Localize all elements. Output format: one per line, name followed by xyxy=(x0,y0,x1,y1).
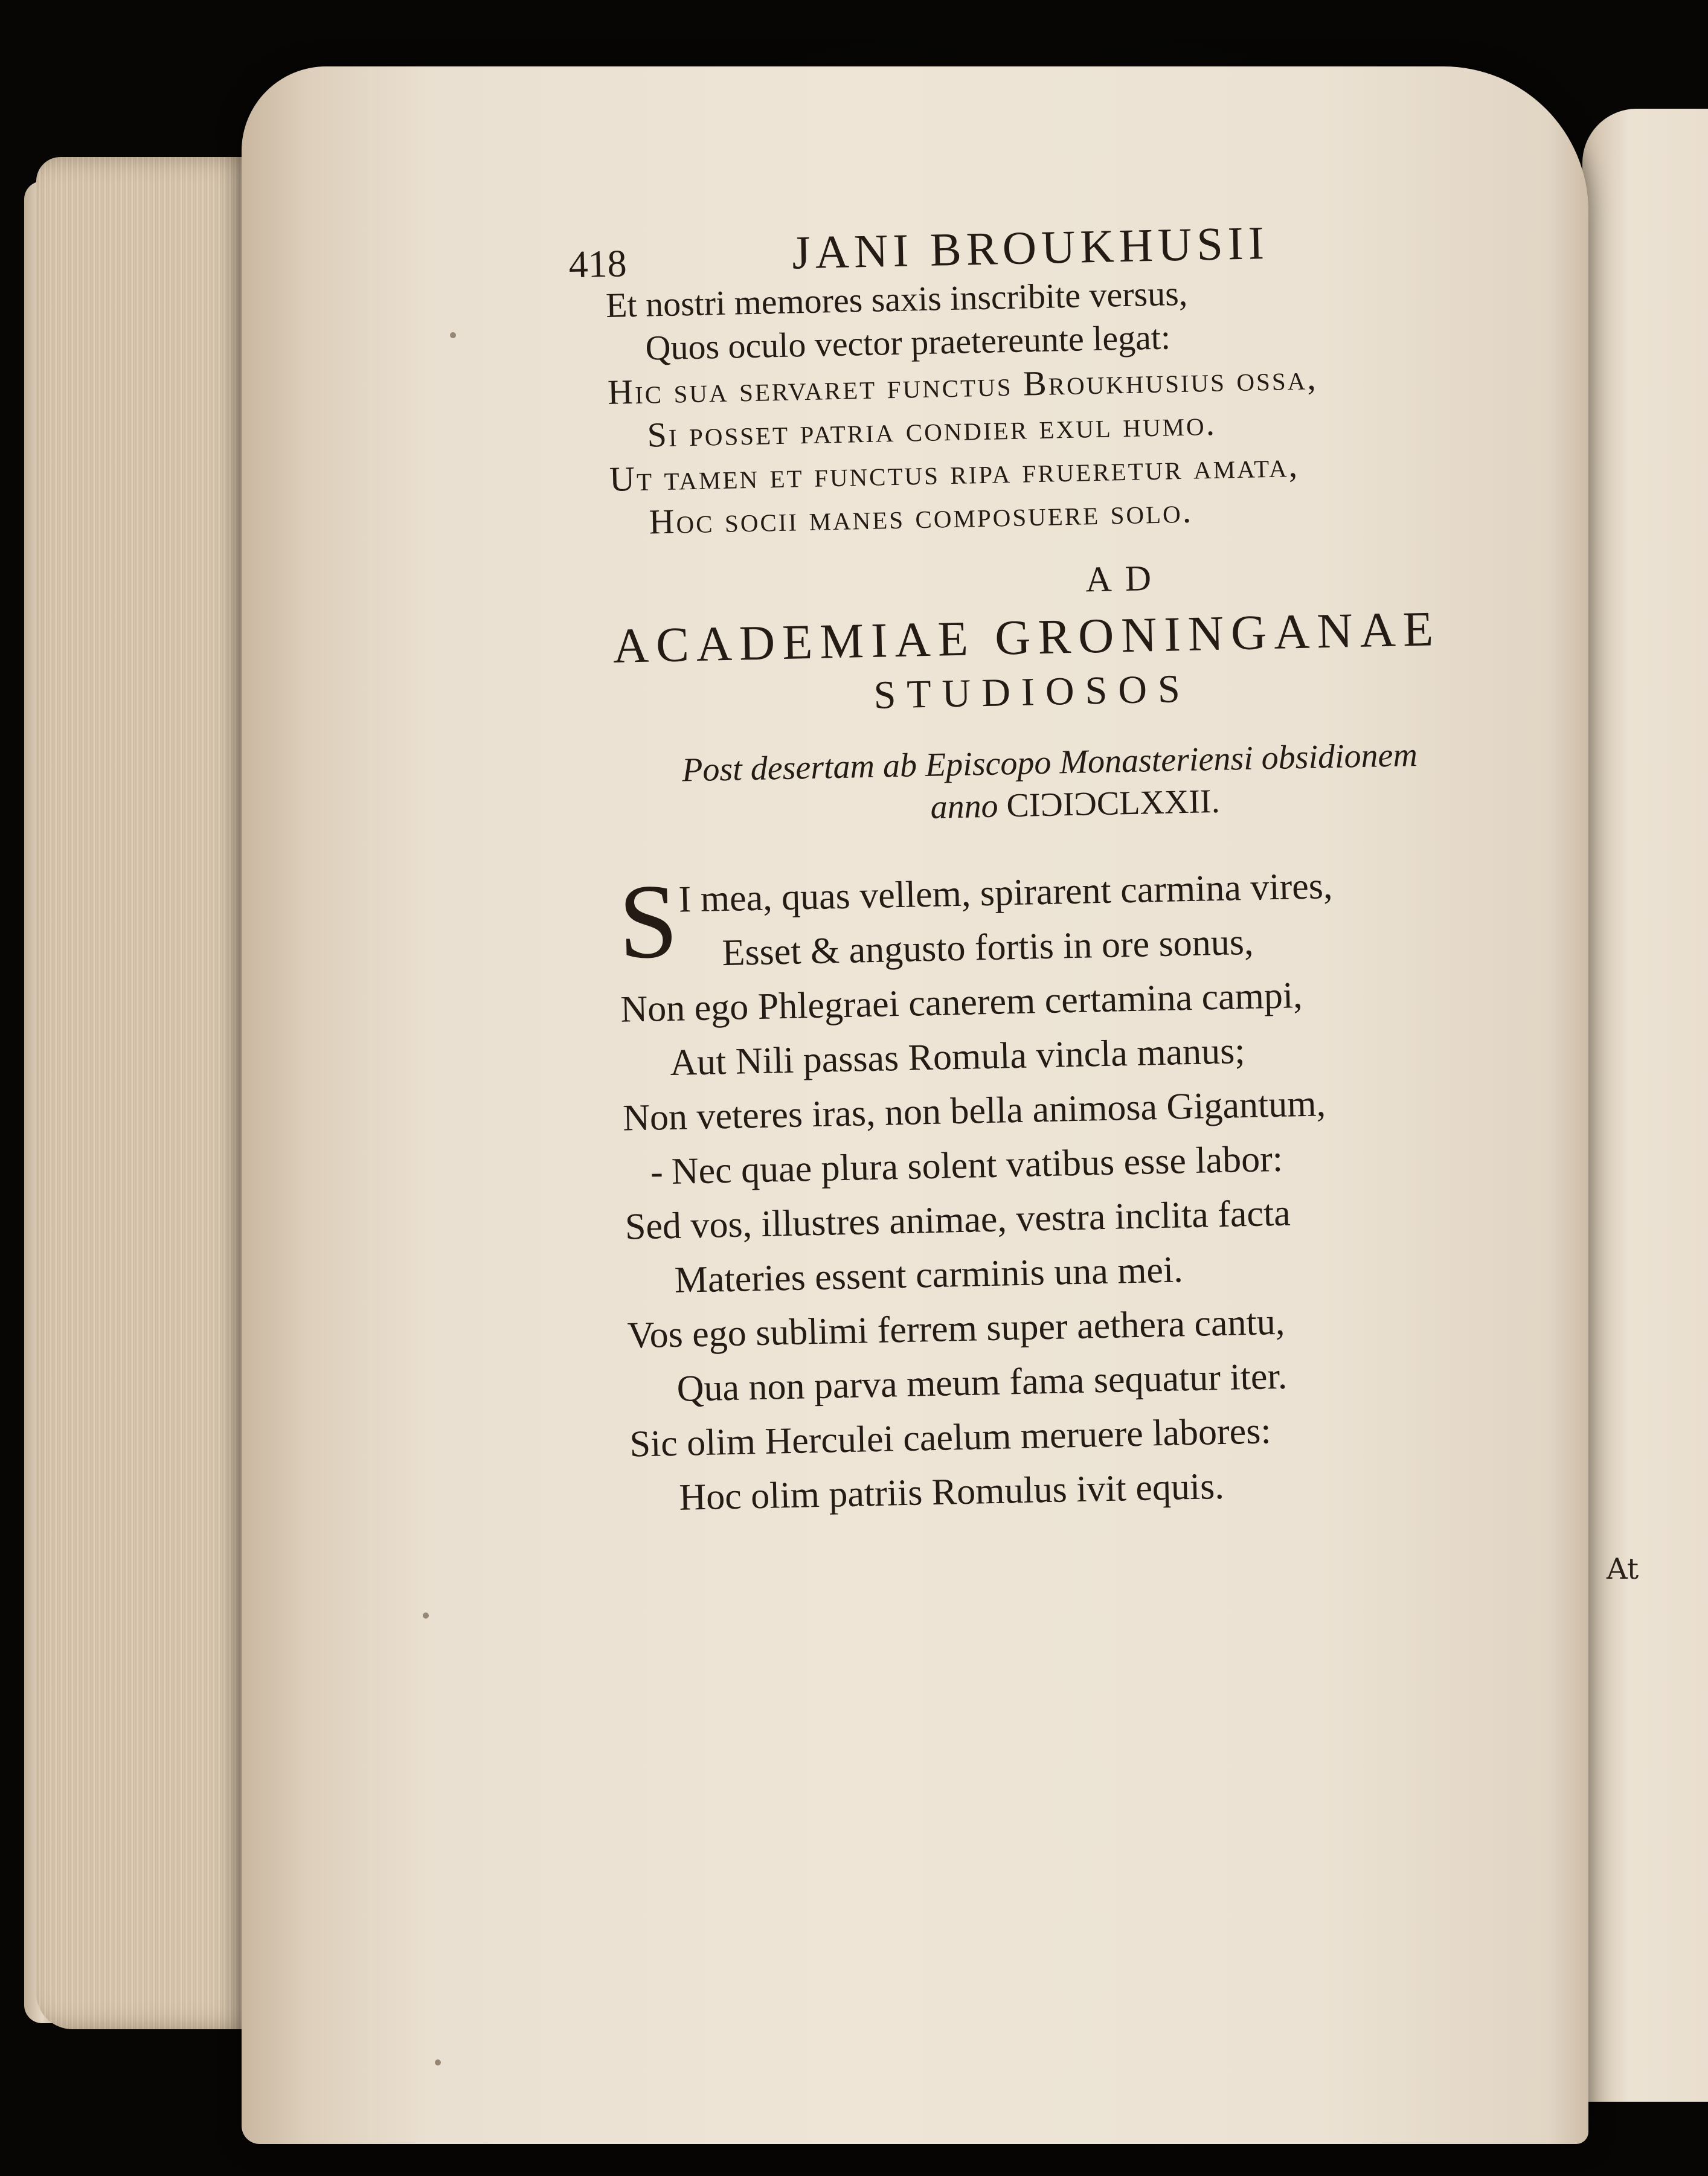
facing-page xyxy=(1582,109,1708,2102)
page-number: 418 xyxy=(568,242,628,286)
verse-line: Quos oculo vector praetereunte legat: xyxy=(644,317,1171,368)
catchword: At xyxy=(1607,1552,1639,1586)
poem xyxy=(618,854,1573,1526)
heading-main: ACADEMIAE GRONINGANAE xyxy=(612,601,1441,673)
ink-spot xyxy=(423,1613,429,1619)
subtitle-anno: anno xyxy=(929,787,999,826)
verse-line: Sic olim Herculei caelum meruere labores: xyxy=(629,1410,1272,1465)
verse-line: Ut tamen et functus ripa frueretur amata, xyxy=(609,445,1300,499)
line-dash: - xyxy=(650,1151,664,1193)
verse-line: Materies essent carminis una mei. xyxy=(674,1249,1184,1301)
verse-line: Si posset patria condier exul humo. xyxy=(646,403,1217,455)
verse-line: Vos ego sublimi ferrem super aethera cantu, xyxy=(627,1301,1285,1356)
verse-line: Qua non parva meum fama sequatur iter. xyxy=(676,1355,1288,1410)
heading-ad: AD xyxy=(1085,557,1165,600)
subtitle-line-1: Post desertam ab Episcopo Monasteriensi obsidionem xyxy=(681,736,1418,789)
verse-line: Aut Nili passas Romula vincla manus; xyxy=(669,1030,1246,1084)
heading-studiosos: STUDIOSOS xyxy=(873,666,1192,717)
ink-spot xyxy=(435,2059,441,2065)
epitaph-verses xyxy=(605,264,1553,545)
verse-line: Esset & angusto fortis in ore sonus, xyxy=(721,921,1254,974)
verse-line: I mea, quas vellem, spirarent carmina vires, xyxy=(678,865,1334,920)
verse-line: Hoc olim patriis Romulus ivit equis. xyxy=(678,1465,1225,1518)
verse-line: Hic sua servaret functus Broukhusius ossa, xyxy=(607,358,1318,412)
drop-cap: S xyxy=(617,862,679,981)
verse-line: Non veteres iras, non bella animosa Gigantum, xyxy=(622,1083,1326,1139)
verse-line: Non ego Phlegraei canerem certamina campi, xyxy=(620,975,1303,1030)
running-head-title: JANI BROUKHUSII xyxy=(791,216,1270,279)
subtitle-year: CIƆIƆCLXXII. xyxy=(1006,782,1221,825)
verse-line: Nec quae plura solent vatibus esse labor: xyxy=(671,1138,1283,1192)
page-stack-edges xyxy=(36,157,254,2029)
ink-spot xyxy=(450,332,456,338)
verse-line: Sed vos, illustres animae, vestra inclita facta xyxy=(624,1192,1291,1248)
verse-line: Hoc socii manes composuere solo. xyxy=(648,490,1193,542)
page-text xyxy=(568,197,1573,1526)
verse-line: Et nostri memores saxis inscribite versus, xyxy=(605,273,1188,325)
